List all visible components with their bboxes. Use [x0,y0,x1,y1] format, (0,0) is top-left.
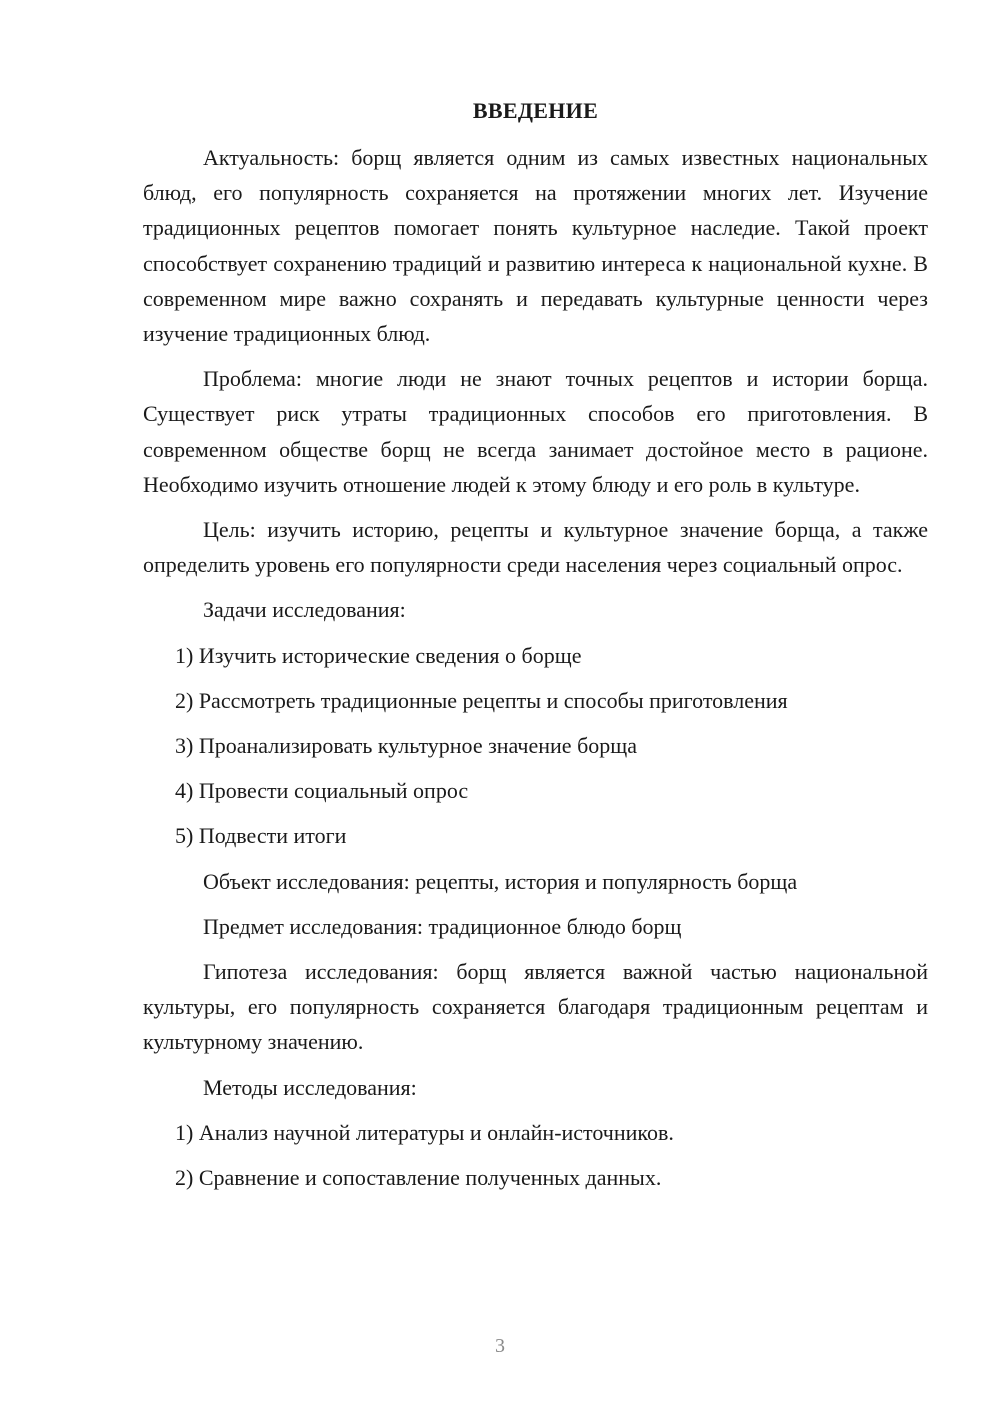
method-item-1: 1) Анализ научной литературы и онлайн-источников. [175,1119,674,1145]
research-subject: Предмет исследования: традиционное блюдо борщ [203,913,682,939]
document-page [143,96,928,1205]
section-heading: ВВЕДЕНИЕ [472,98,599,123]
task-item-1: 1) Изучить исторические сведения о борще [175,642,582,668]
task-item-5: 5) Подвести итоги [175,823,347,849]
task-item-2: 2) Рассмотреть традиционные рецепты и способы приготовления [175,687,788,713]
hypothesis-paragraph: Гипотеза исследования: борщ является важной частью национальной культуры, его популярность сохраняется благодаря традиционным рецептам и культурному значению. [143,959,928,1055]
methods-list [143,1115,928,1195]
tasks-heading: Задачи исследования: [203,597,406,623]
goal-paragraph: Цель: изучить историю, рецепты и культурное значение борща, а также определить уровень его популярности среди населения через социальный опрос. [143,517,928,578]
method-item-2: 2) Сравнение и сопоставление полученных данных. [175,1165,662,1191]
relevance-paragraph: Актуальность: борщ является одним из самых известных национальных блюд, его популярность сохраняется на протяжении многих лет. Изучение традиционных рецептов помогает понять культурное наследие. Такой проект способствует сохранению традиций и развитию интереса к национальной кухне. В современном мире важно сохранять и передавать культурные ценности через изучение традиционных блюд. [143,145,928,347]
methods-heading: Методы исследования: [203,1074,417,1100]
problem-paragraph: Проблема: многие люди не знают точных рецептов и истории борща. Существует риск утраты традиционных способов его приготовления. В современном обществе борщ не всегда занимает достойное место в рационе. Необходимо изучить отношение людей к этому блюду и его роль в культуре. [143,366,928,497]
task-item-3: 3) Проанализировать культурное значение борща [175,733,637,759]
research-object: Объект исследования: рецепты, история и популярность борща [203,868,798,894]
task-item-4: 4) Провести социальный опрос [175,778,469,804]
tasks-list [143,638,928,854]
page-number: 3 [495,1335,505,1357]
